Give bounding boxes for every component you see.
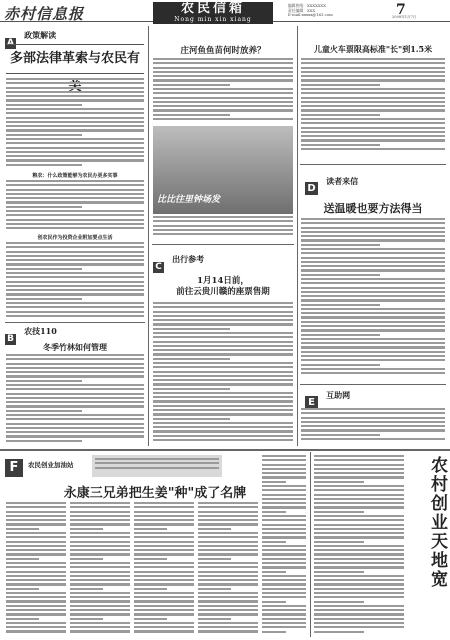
policy-label [5, 30, 145, 48]
bottom-tag: 农民创业加油站 [28, 461, 74, 469]
fish-photo [153, 126, 293, 214]
policy-headline: 多部法律革索与农民有 [9, 51, 140, 66]
vertical-column-title: 农村创业天地宽 [427, 456, 447, 589]
policy-body-1 [6, 78, 144, 170]
divider [300, 164, 446, 165]
bottom-body-col3 [134, 502, 194, 636]
travel-label [153, 254, 293, 272]
issue-date: 2008年1月7日 [392, 15, 417, 19]
photo-caption-text [153, 216, 293, 240]
warmth-label [305, 176, 445, 194]
policy-body-2 [6, 180, 144, 232]
warmth-headline: 送温暖也要方法得当 [323, 202, 423, 215]
header-info [288, 4, 333, 18]
policy-body-3 [6, 242, 144, 320]
section-letter-b: B [5, 334, 16, 345]
section-letter-d: D [305, 182, 318, 195]
bottom-body-col4 [198, 502, 258, 636]
divider [5, 322, 145, 323]
section-banner [153, 2, 273, 24]
section-letter-c: C [153, 262, 164, 273]
divider [310, 452, 311, 637]
section-letter-a: A [5, 38, 16, 49]
section-letter-e: E [305, 396, 318, 409]
travel-tag: 出行参考 [172, 254, 205, 264]
divider [148, 26, 149, 446]
travel-headline [153, 276, 293, 298]
email: E-mail:xxxxx@163.com [288, 12, 333, 18]
policy-tag: 政策解读 [24, 30, 57, 40]
divider [152, 244, 294, 245]
section-letter-f: F [5, 459, 23, 477]
train-body [301, 58, 445, 156]
warmth-body [301, 218, 445, 380]
travel-headline-line1: 1月14日前， [197, 276, 249, 286]
warmth-tag: 读者来信 [326, 176, 359, 186]
exchange-label [305, 390, 445, 408]
hotline: 编辑热线：XXXXXXX [288, 3, 326, 8]
farm-tag: 农技110 [24, 326, 57, 336]
travel-headline-line2: 前往云贵川赣的座票售期 [176, 287, 270, 297]
exchange-tag: 互助网 [326, 390, 351, 400]
exchange-body [301, 408, 445, 446]
bottom-side-body [314, 455, 404, 636]
bottom-body-col5 [262, 455, 306, 636]
bottom-intro-box [92, 455, 222, 477]
farm-headline: 冬季竹林如何管理 [43, 342, 107, 352]
travel-body [153, 302, 293, 446]
policy-headline-box [6, 44, 144, 74]
policy-subhead-2: 创农民作为投资企业附加要点生活 [37, 235, 113, 241]
bottom-body-col1 [6, 502, 66, 636]
bottom-headline: 永康三兄弟把生姜"种"成了名牌 [63, 486, 247, 501]
policy-subhead-1: 粮农：什么政策能够为农民办更多实事 [32, 173, 118, 179]
newspaper-logo: 赤村信息报 [4, 5, 85, 23]
divider [297, 26, 298, 446]
farm-body [6, 354, 144, 448]
divider [300, 384, 446, 385]
train-headline: 儿童火车票限高标准"长"到1.5米 [313, 44, 433, 54]
bottom-intro-text [95, 458, 219, 474]
farm-label [5, 326, 145, 344]
photo-caption-overlay: 比比往里钟场发 [157, 195, 221, 205]
fish-body [153, 58, 293, 124]
page-number: 7 [396, 2, 406, 18]
bottom-body-col2 [70, 502, 130, 636]
section-title: 农民信箱 [180, 1, 245, 16]
editor: 责任编辑：XXX [288, 7, 316, 13]
section-pinyin: Nong min xin xiang [174, 16, 252, 23]
fish-headline: 庄河鱼鱼苗何时放养？ [180, 46, 266, 56]
divider [0, 449, 450, 451]
